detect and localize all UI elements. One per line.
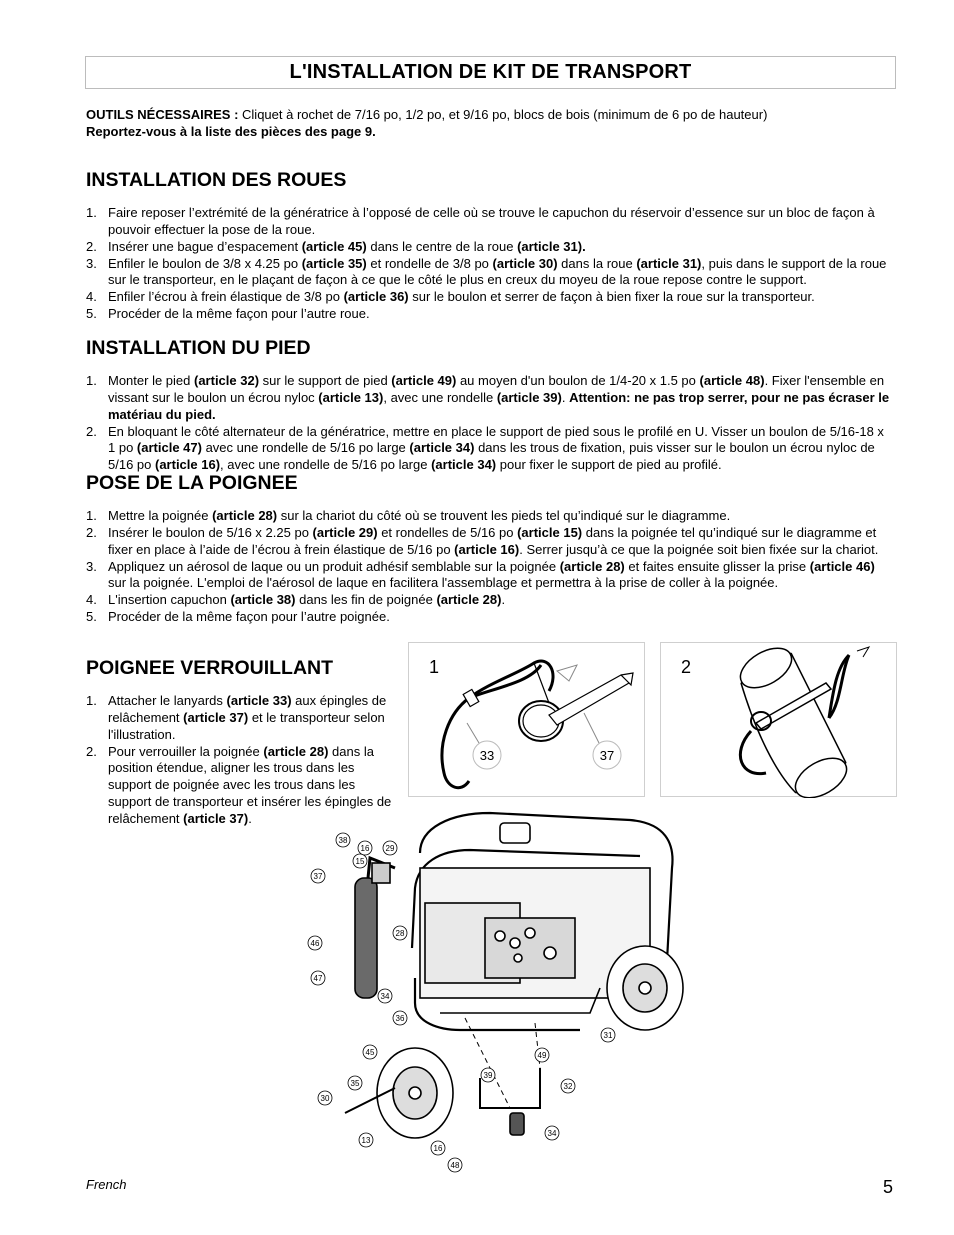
steps-list bbox=[86, 205, 894, 323]
callout-label: 36 bbox=[395, 1014, 405, 1023]
tools-line bbox=[86, 107, 906, 124]
step-text: dans le centre de la roue bbox=[366, 238, 518, 254]
step-text: Appliquez un aérosol de laque ou un produit adhésif semblable sur la poignée bbox=[108, 558, 560, 574]
article-reference: (article 28) bbox=[559, 558, 625, 574]
step-text: sur le support de pied bbox=[259, 373, 392, 389]
step-number: 1. bbox=[86, 508, 97, 524]
callout-label: 46 bbox=[310, 939, 320, 948]
list-item bbox=[86, 373, 894, 423]
callout-label: 30 bbox=[320, 1094, 330, 1103]
article-reference: (article 46) bbox=[809, 558, 875, 574]
section-poignee bbox=[86, 459, 894, 626]
article-reference: (article 37) bbox=[183, 709, 249, 725]
step-text: et rondelle de 3/8 po bbox=[366, 255, 493, 271]
callout-label: 31 bbox=[603, 1031, 613, 1040]
callout-label: 16 bbox=[360, 844, 370, 853]
callout-label: 34 bbox=[547, 1129, 557, 1138]
step-text: , puis dans le support de la roue sur le transporteur, en le plaçant de façon à ce que le côté le plus en creux du moyeu de la roue repose contre le support. bbox=[108, 255, 887, 288]
step-text: Attacher le lanyards bbox=[108, 693, 227, 709]
article-reference: (article 38) bbox=[230, 592, 296, 608]
list-item bbox=[86, 289, 894, 306]
figure-1 bbox=[408, 642, 645, 797]
section-heading: POIGNEE VERROUILLANT bbox=[86, 657, 334, 680]
step-text: Mettre la poignée bbox=[108, 508, 213, 524]
article-reference: (article 34) bbox=[409, 440, 475, 456]
section-heading: INSTALLATION DES ROUES bbox=[86, 169, 347, 192]
step-text: sur la chariot du côté où se trouvent les pieds tel qu’indiqué sur le diagramme. bbox=[277, 508, 731, 524]
step-text: . bbox=[248, 810, 252, 826]
step-number: 2. bbox=[86, 238, 97, 254]
page-number: 5 bbox=[883, 1177, 894, 1197]
step-text: dans la position étendue, aligner les trous dans les support de poignée avec les trous dans les support de transporteur et insérer les épingles de relâchement bbox=[108, 743, 392, 826]
step-number: 2. bbox=[86, 524, 97, 540]
step-number: 1. bbox=[86, 373, 97, 389]
step-text: , avec une rondelle bbox=[383, 389, 497, 405]
step-text: et rondelles de 5/16 po bbox=[377, 524, 518, 540]
article-reference: (article 36) bbox=[343, 289, 409, 305]
step-text: au moyen d'un boulon de 1/4-20 x 1.5 po bbox=[456, 373, 700, 389]
article-reference: (article 31). bbox=[517, 238, 586, 254]
article-reference: (article 37) bbox=[183, 810, 249, 826]
article-reference: (article 49) bbox=[391, 373, 457, 389]
step-text: Procéder de la même façon pour l’autre poignée. bbox=[108, 608, 390, 624]
step-number: 4. bbox=[86, 289, 97, 305]
step-text: aux épingles de relâchement bbox=[108, 693, 387, 725]
step-text: dans les trous de fixation, puis visser sur le boulon un écrou nyloc de 5/16 po bbox=[108, 440, 875, 473]
callout-label: 39 bbox=[483, 1071, 493, 1080]
step-text: Enfiler l’écrou à frein élastique de 3/8 po bbox=[108, 289, 344, 305]
step-text: . Serrer jusqu’à ce que la poignée soit bien fixée sur la chariot. bbox=[519, 541, 879, 557]
step-number: 2. bbox=[86, 423, 97, 439]
article-reference: (article 48) bbox=[699, 373, 765, 389]
step-text: avec une rondelle de 5/16 po large bbox=[201, 440, 410, 456]
step-text: pour fixer le support de pied au profilé. bbox=[496, 457, 722, 473]
callout-label: 13 bbox=[361, 1136, 371, 1145]
tube-pin-illustration bbox=[661, 643, 898, 798]
title-box bbox=[85, 56, 896, 89]
step-text: sur la poignée. L'emploi de l'aérosol de laque en facilitera l'assemblage et permettra à la prise de coller à la poignée. bbox=[108, 575, 779, 591]
step-text: L'insertion capuchon bbox=[108, 592, 231, 608]
article-reference: (article 39) bbox=[496, 389, 562, 405]
section-pied bbox=[86, 324, 894, 474]
article-reference: (article 28) bbox=[212, 508, 278, 524]
callout-label: 34 bbox=[380, 992, 390, 1001]
article-reference: (article 16) bbox=[454, 541, 520, 557]
figure-1-number: 1 bbox=[429, 657, 440, 677]
article-reference: (article 32) bbox=[194, 373, 260, 389]
tools-note-text: Reportez-vous à la liste des pièces des page 9. bbox=[86, 123, 376, 139]
list-item bbox=[86, 609, 894, 626]
step-number: 3. bbox=[86, 558, 97, 574]
callout-37: 37 bbox=[599, 748, 615, 763]
step-text: dans la roue bbox=[557, 255, 637, 271]
article-reference: (article 47) bbox=[136, 440, 202, 456]
step-text: Insérer le boulon de 5/16 x 2.25 po bbox=[108, 524, 313, 540]
footer-language: French bbox=[86, 1177, 127, 1192]
list-item bbox=[86, 592, 894, 609]
callout-label: 35 bbox=[350, 1079, 360, 1088]
step-text: . bbox=[501, 592, 506, 608]
list-item bbox=[86, 205, 894, 239]
callout-label: 15 bbox=[355, 857, 365, 866]
article-reference: (article 16) bbox=[155, 457, 221, 473]
step-text: . Fixer l'ensemble en vissant sur le boulon un écrou nyloc bbox=[108, 373, 885, 405]
page-title: L'INSTALLATION DE KIT DE TRANSPORT bbox=[289, 61, 692, 83]
tools-block bbox=[86, 107, 906, 141]
step-text: , avec une rondelle de 5/16 po large bbox=[220, 457, 432, 473]
tools-text: Cliquet à rochet de 7/16 po, 1/2 po, et 9/16 po, blocs de bois (minimum de 6 po de hauteur) bbox=[238, 107, 768, 122]
callout-label: 37 bbox=[313, 872, 323, 881]
article-reference: (article 31) bbox=[636, 255, 702, 271]
step-text: En bloquant le côté alternateur de la génératrice, mettre en place le support de pied sous le profilé en U. Visser un boulon de 5/16-18 x 1 po bbox=[108, 423, 884, 456]
step-text: Pour verrouiller la poignée bbox=[108, 743, 264, 759]
step-text: . bbox=[561, 389, 570, 405]
callout-label: 47 bbox=[313, 974, 323, 983]
step-text: Faire reposer l’extrémité de la génératrice à l’opposé de celle où se trouve le capuchon du réservoir d’essence sur un bloc de façon à pouvoir effectuer la pose de la roue. bbox=[108, 205, 875, 237]
list-item bbox=[86, 693, 400, 743]
step-number: 5. bbox=[86, 608, 97, 624]
step-text: sur le boulon et serrer de façon à bien fixer la roue sur la transporteur. bbox=[408, 289, 815, 305]
article-reference: (article 30) bbox=[492, 255, 558, 271]
step-number: 1. bbox=[86, 205, 97, 221]
lanyard-pin-illustration bbox=[409, 643, 646, 798]
step-text: Insérer une bague d’espacement bbox=[108, 238, 302, 254]
callout-label: 48 bbox=[450, 1161, 460, 1170]
step-number: 3. bbox=[86, 255, 97, 271]
section-heading: POSE DE LA POIGNEE bbox=[86, 472, 298, 495]
list-item bbox=[86, 306, 894, 323]
callout-label: 32 bbox=[563, 1082, 573, 1091]
section-roues bbox=[86, 156, 894, 323]
tools-label: OUTILS NÉCESSAIRES : bbox=[86, 107, 239, 122]
tools-note bbox=[86, 124, 906, 141]
step-text: et le transporteur selon l'illustration. bbox=[108, 709, 385, 742]
step-number: 1. bbox=[86, 693, 97, 709]
article-reference: (article 33) bbox=[226, 693, 292, 709]
article-reference: (article 28) bbox=[263, 743, 329, 759]
callout-label: 28 bbox=[395, 929, 405, 938]
article-reference: (article 15) bbox=[517, 524, 583, 540]
section-heading: INSTALLATION DU PIED bbox=[86, 337, 311, 360]
article-reference: (article 28) bbox=[436, 592, 502, 608]
figure-2 bbox=[660, 642, 897, 797]
step-text: Monter le pied bbox=[108, 373, 194, 389]
callout-label: 38 bbox=[338, 836, 348, 845]
step-number: 2. bbox=[86, 743, 97, 759]
steps-list bbox=[86, 508, 894, 626]
figure-2-number: 2 bbox=[681, 657, 692, 677]
list-item bbox=[86, 559, 894, 593]
callout-33: 33 bbox=[479, 748, 495, 763]
list-item bbox=[86, 256, 894, 290]
section-verrou bbox=[86, 644, 400, 828]
callout-label: 29 bbox=[385, 844, 395, 853]
step-text: Enfiler le boulon de 3/8 x 4.25 po bbox=[108, 255, 302, 271]
callout-label: 16 bbox=[433, 1144, 443, 1153]
article-reference: Attention: ne pas trop serrer, pour ne pas écraser le matériau du pied. bbox=[108, 389, 890, 422]
exploded-assembly-diagram bbox=[300, 808, 700, 1178]
article-reference: (article 45) bbox=[301, 238, 367, 254]
article-reference: (article 13) bbox=[318, 389, 384, 405]
article-reference: (article 34) bbox=[431, 457, 497, 473]
callout-label: 49 bbox=[537, 1051, 547, 1060]
step-text: dans les fin de poignée bbox=[295, 592, 437, 608]
step-text: dans la poignée tel qu’indiqué sur le diagramme et fixer en place à l’aide de l’écrou à frein élastique de 5/16 po bbox=[108, 524, 877, 557]
step-text: Procéder de la même façon pour l’autre roue. bbox=[108, 305, 370, 321]
list-item bbox=[86, 508, 894, 525]
list-item bbox=[86, 239, 894, 256]
step-text: et faites ensuite glisser la prise bbox=[624, 558, 810, 574]
article-reference: (article 35) bbox=[301, 255, 367, 271]
list-item bbox=[86, 525, 894, 559]
callout-label: 45 bbox=[365, 1048, 375, 1057]
step-number: 4. bbox=[86, 592, 97, 608]
step-number: 5. bbox=[86, 305, 97, 321]
article-reference: (article 29) bbox=[312, 524, 378, 540]
